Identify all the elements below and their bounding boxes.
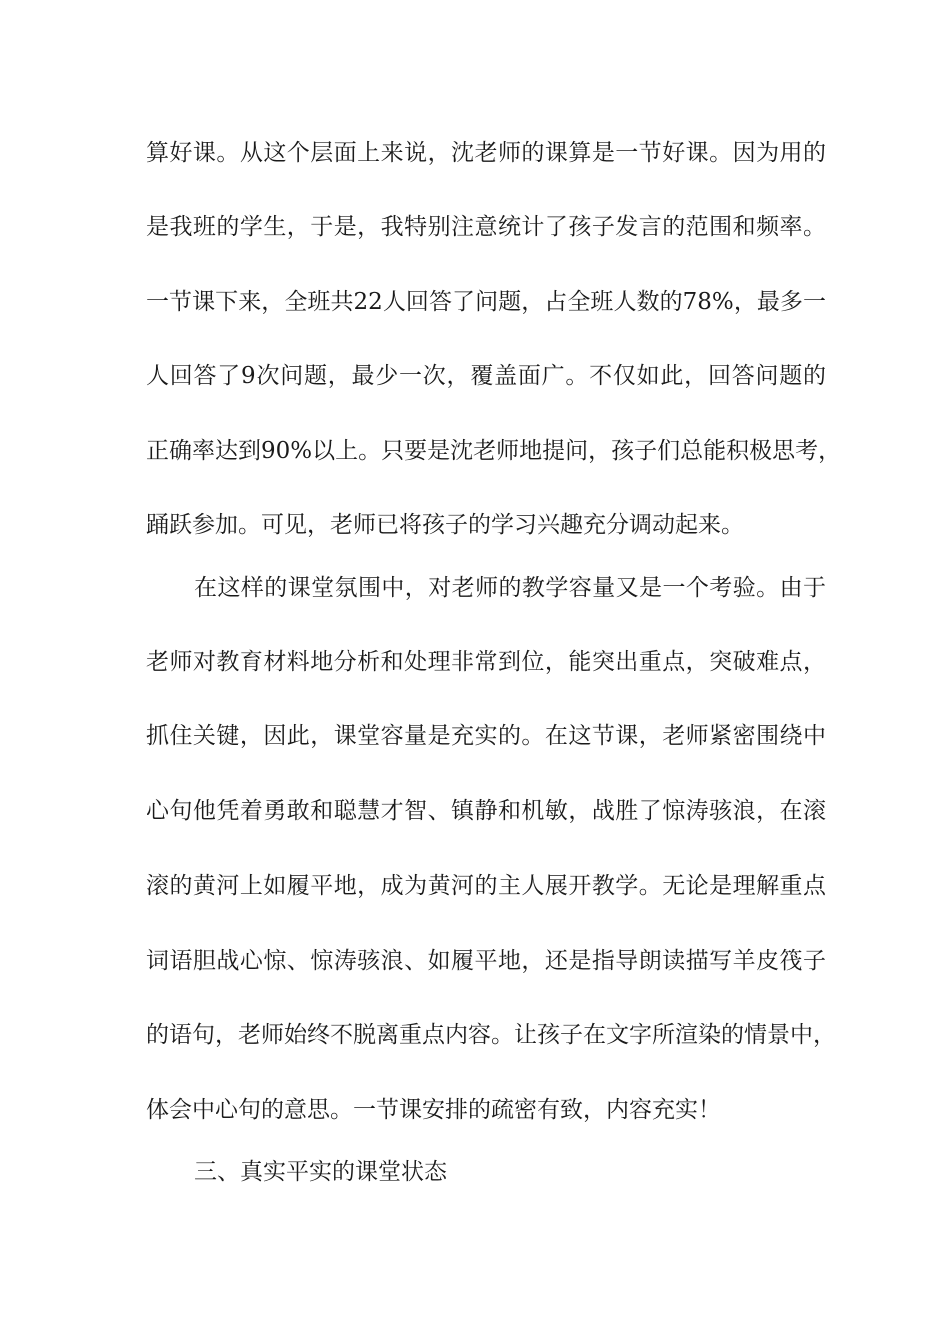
text-line: 的语句，老师始终不脱离重点内容。让孩子在文字所渲染的情景中， bbox=[146, 1022, 836, 1048]
text-line: 老师对教育材料地分析和处理非常到位，能突出重点，突破难点， bbox=[146, 649, 826, 675]
text-line: 滚的黄河上如履平地，成为黄河的主人展开教学。无论是理解重点 bbox=[146, 873, 826, 899]
text-line: 踊跃参加。可见，老师已将孩子的学习兴趣充分调动起来。 bbox=[146, 512, 744, 538]
text-line: 正确率达到90%以上。只要是沈老师地提问，孩子们总能积极思考， bbox=[146, 438, 842, 464]
text-line: 人回答了9次问题，最少一次，覆盖面广。不仅如此，回答问题的 bbox=[146, 363, 826, 389]
text-line: 词语胆战心惊、惊涛骇浪、如履平地，还是指导朗读描写羊皮筏子 bbox=[146, 948, 826, 974]
text-line: 算好课。从这个层面上来说，沈老师的课算是一节好课。因为用的 bbox=[146, 140, 826, 166]
text-line: 是我班的学生，于是，我特别注意统计了孩子发言的范围和频率。 bbox=[146, 214, 826, 240]
text-line: 在这样的课堂氛围中，对老师的教学容量又是一个考验。由于 bbox=[194, 575, 826, 601]
text-line: 体会中心句的意思。一节课安排的疏密有致，内容充实！ bbox=[146, 1097, 721, 1123]
text-line: 抓住关键，因此，课堂容量是充实的。在这节课，老师紧密围绕中 bbox=[146, 723, 826, 749]
text-line: 一节课下来，全班共22人回答了问题，占全班人数的78%，最多一 bbox=[146, 289, 826, 315]
section-heading: 三、真实平实的课堂状态 bbox=[194, 1159, 447, 1185]
text-line: 心句他凭着勇敢和聪慧才智、镇静和机敏，战胜了惊涛骇浪，在滚 bbox=[146, 798, 826, 824]
